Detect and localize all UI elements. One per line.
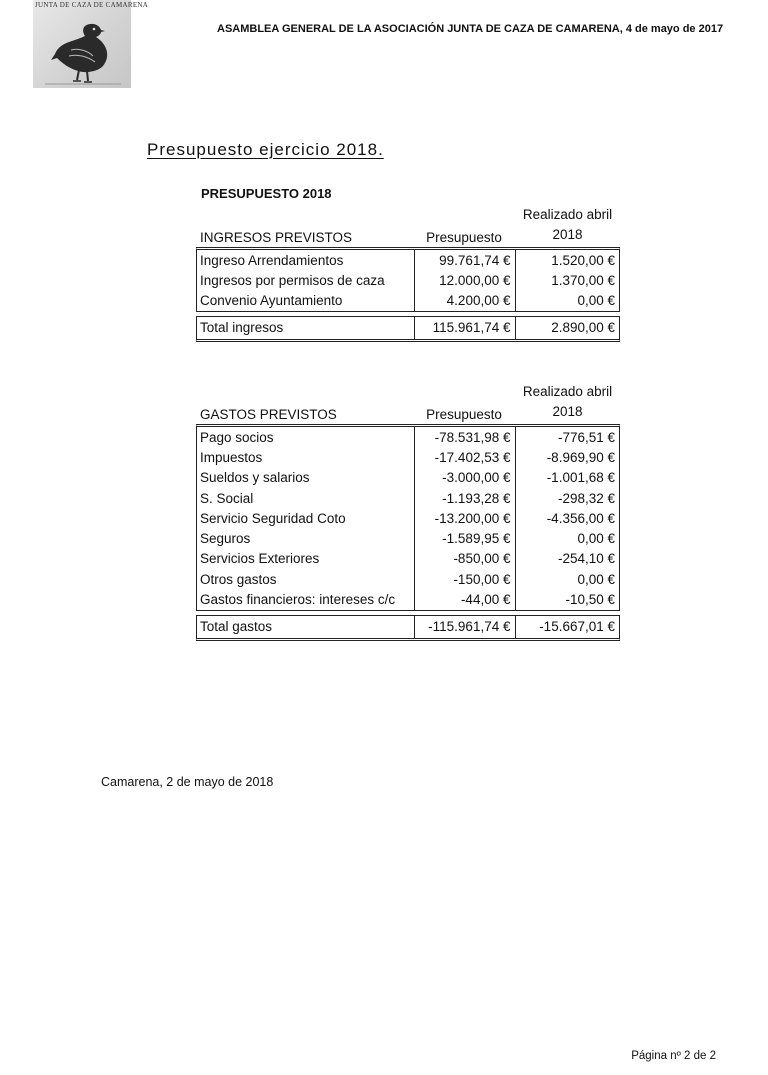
row-budget: -13.200,00 € [414,508,516,528]
gastos-rows [196,424,620,611]
total-concept: Total ingresos [200,320,284,336]
row-concept: Servicios Exteriores [200,551,320,567]
row-budget: -1.193,28 € [414,488,516,508]
gastos-table-header [196,382,620,424]
table-row [197,528,619,548]
table-row [197,508,619,528]
row-concept: Seguros [200,531,251,547]
table-row [197,549,619,569]
ingresos-header-actual: Realizado abril 2018 [522,207,613,242]
total-actual: 2.890,00 € [515,317,619,339]
row-actual: -776,51 € [515,427,619,447]
row-actual: -8.969,90 € [515,447,619,467]
total-budget: 115.961,74 € [414,317,516,339]
page-number: Página nº 2 de 2 [631,1050,716,1062]
row-budget: -17.402,53 € [414,447,516,467]
table-row [197,468,619,488]
row-actual: 0,00 € [515,569,619,589]
row-concept: Pago socios [200,429,274,445]
row-budget: -78.531,98 € [414,427,516,447]
row-budget: 12.000,00 € [414,270,516,290]
row-budget: -150,00 € [414,569,516,589]
table-row [197,250,619,270]
table-title: PRESUPUESTO 2018 [201,186,332,201]
row-budget: -44,00 € [414,589,516,609]
ingresos-total-row [196,316,620,342]
ingresos-table [196,205,620,342]
row-actual: 0,00 € [515,291,619,311]
total-budget: -115.961,74 € [414,616,516,638]
total-concept: Total gastos [200,619,273,635]
row-concept: Otros gastos [200,571,277,587]
row-budget: -850,00 € [414,549,516,569]
gastos-header-budget: Presupuesto [426,407,502,422]
table-row [197,569,619,589]
gastos-header-actual: Realizado abril 2018 [522,384,613,419]
gastos-total-row [196,615,620,641]
logo [33,0,149,88]
row-concept: Gastos financieros: intereses c/c [200,592,396,608]
row-budget: -1.589,95 € [414,528,516,548]
ingresos-header-concept: INGRESOS PREVISTOS [200,230,353,245]
section-title: Presupuesto ejercicio 2018. [147,140,384,159]
row-actual: -1.001,68 € [515,468,619,488]
row-concept: Ingreso Arrendamientos [200,252,344,268]
table-row [197,427,619,447]
ingresos-header-budget: Presupuesto [426,230,502,245]
document-header: ASAMBLEA GENERAL DE LA ASOCIACIÓN JUNTA DE CAZA DE CAMARENA, 4 de mayo de 2017 [217,23,724,35]
row-budget: -3.000,00 € [414,468,516,488]
table-row [197,447,619,467]
ingresos-rows [196,247,620,312]
row-concept: Servicio Seguridad Coto [200,510,346,526]
row-budget: 4.200,00 € [414,291,516,311]
row-budget: 99.761,74 € [414,250,516,270]
row-actual: 1.520,00 € [515,250,619,270]
row-concept: Sueldos y salarios [200,470,310,486]
gastos-header-concept: GASTOS PREVISTOS [200,407,337,422]
row-actual: -298,32 € [515,488,619,508]
row-concept: S. Social [200,490,254,506]
row-concept: Convenio Ayuntamiento [200,293,343,309]
row-actual: -4.356,00 € [515,508,619,528]
table-row [197,488,619,508]
table-row [197,589,619,609]
row-actual: -10,50 € [515,589,619,609]
table-row [197,291,619,311]
table-row [197,270,619,290]
row-concept: Impuestos [200,449,263,465]
row-actual: 1.370,00 € [515,270,619,290]
partridge-icon [41,14,125,86]
row-actual: -254,10 € [515,549,619,569]
gastos-table [196,382,620,641]
total-actual: -15.667,01 € [515,616,619,638]
place-date: Camarena, 2 de mayo de 2018 [101,775,274,789]
logo-text: JUNTA DE CAZA DE CAMARENA [35,1,149,9]
row-actual: 0,00 € [515,528,619,548]
row-concept: Ingresos por permisos de caza [200,272,385,288]
ingresos-table-header [196,205,620,247]
